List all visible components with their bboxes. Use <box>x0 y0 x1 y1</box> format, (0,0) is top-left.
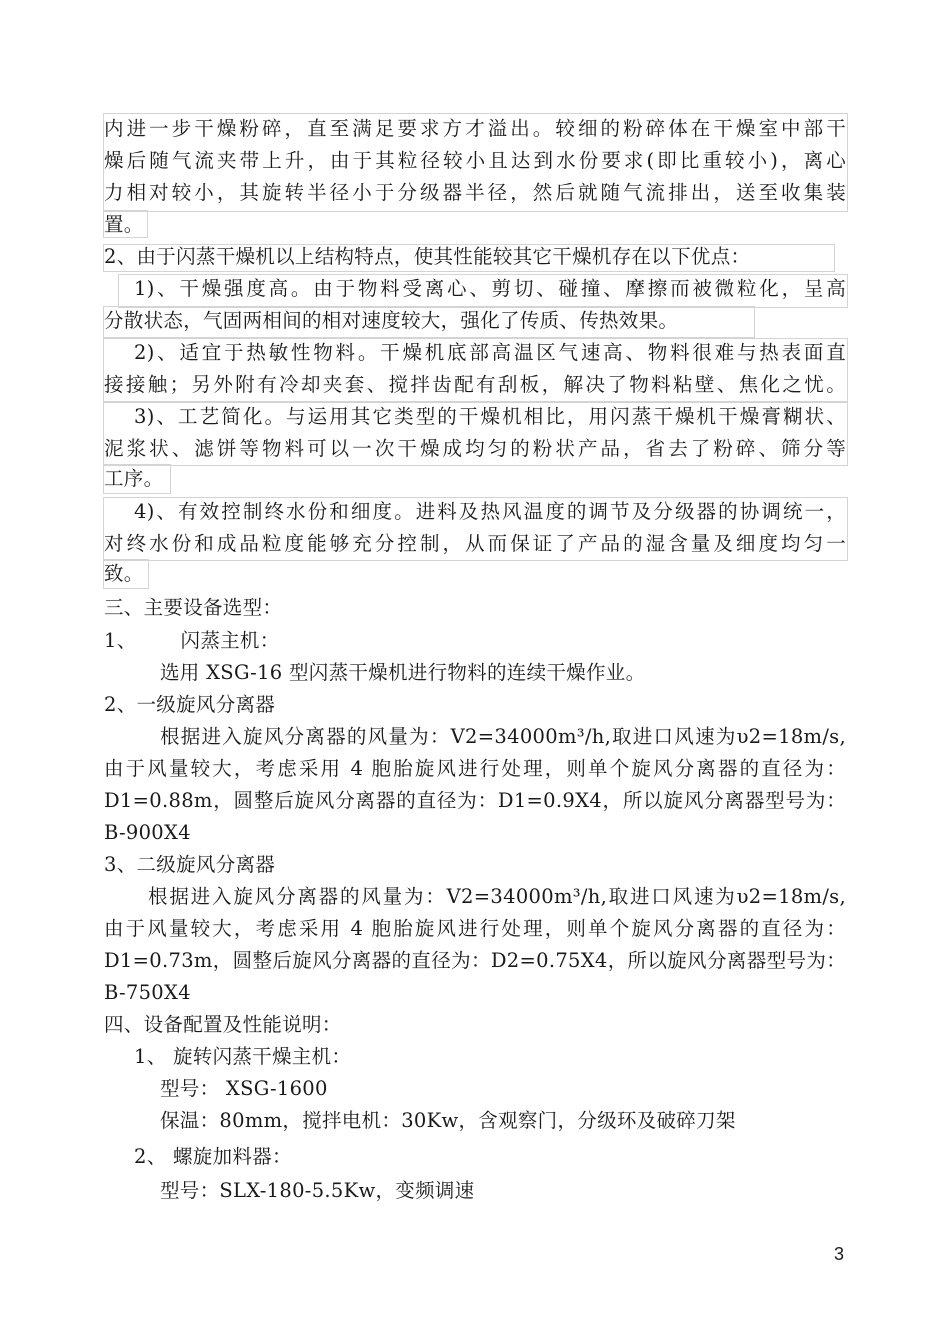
body-text-line: 泥浆状、滤饼等物料可以一次干燥成均匀的粉状产品，省去了粉碎、筛分等 <box>104 437 846 460</box>
page-number: 3 <box>834 1244 845 1264</box>
body-text-line: B-750X4 <box>104 981 191 1004</box>
section-heading: 2、由于闪蒸干燥机以上结构特点，使其性能较其它干燥机存在以下优点： <box>104 245 751 268</box>
body-text-line: B-900X4 <box>104 821 191 844</box>
body-text-line: 根据进入旋风分离器的风量为：V2=34000m³/h,取进口风速为υ2=18m/s, <box>148 885 846 908</box>
advantage-item: 4)、有效控制终水份和细度。进料及热风温度的调节及分级器的协调统一， <box>134 500 846 523</box>
body-text-line: 分散状态，气固两相间的相对速度较大，强化了传质、传热效果。 <box>104 309 679 332</box>
advantage-item: 1)、干燥强度高。由于物料受离心、剪切、碰撞、摩擦而被微粒化，呈高 <box>134 277 846 300</box>
equipment-title: 闪蒸主机： <box>180 629 280 652</box>
advantage-item: 3)、工艺简化。与运用其它类型的干燥机相比，用闪蒸干燥机干燥膏糊状、 <box>134 405 846 428</box>
section-heading: 四、设备配置及性能说明： <box>104 1013 342 1036</box>
config-spec: 保温：80mm，搅拌电机：30Kw，含观察门，分级环及破碎刀架 <box>160 1109 736 1132</box>
body-text-line: 接接触；另外附有冷却夹套、搅拌齿配有刮板，解决了物料粘壁、焦化之忧。 <box>104 373 846 396</box>
equipment-heading <box>104 625 846 657</box>
body-text-line: 内进一步干燥粉碎，直至满足要求方才溢出。较细的粉碎体在干燥室中部干 <box>104 117 846 140</box>
body-text-line: 燥后随气流夹带上升，由于其粒径较小且达到水份要求(即比重较小)，离心 <box>104 149 846 172</box>
body-text-line: D1=0.88m，圆整后旋风分离器的直径为：D1=0.9X4，所以旋风分离器型号为： <box>104 789 846 812</box>
body-text-line: 由于风量较大，考虑采用 4 胞胎旋风进行处理，则单个旋风分离器的直径为： <box>104 757 846 780</box>
config-model: 型号：SLX-180-5.5Kw，变频调速 <box>160 1179 475 1202</box>
body-text-line: 置。 <box>104 213 144 236</box>
body-text-line: 由于风量较大，考虑采用 4 胞胎旋风进行处理，则单个旋风分离器的直径为： <box>104 917 846 940</box>
equipment-number: 1、 <box>104 629 137 652</box>
body-text-line: D1=0.73m，圆整后旋风分离器的直径为：D2=0.75X4，所以旋风分离器型号为： <box>104 949 846 972</box>
body-text-line: 力相对较小，其旋转半径小于分级器半径，然后就随气流排出，送至收集装 <box>104 181 846 204</box>
config-heading: 2、 螺旋加料器： <box>134 1145 292 1168</box>
config-heading: 1、 旋转闪蒸干燥主机： <box>134 1045 352 1068</box>
body-text-line: 根据进入旋风分离器的风量为：V2=34000m³/h,取进口风速为υ2=18m/s, <box>160 725 846 748</box>
body-text-line: 选用 XSG-16 型闪蒸干燥机进行物料的连续干燥作业。 <box>160 661 646 684</box>
config-model: 型号： XSG-1600 <box>160 1077 328 1100</box>
equipment-heading: 3、二级旋风分离器 <box>104 853 276 876</box>
body-text-line: 致。 <box>104 562 144 585</box>
equipment-heading: 2、一级旋风分离器 <box>104 693 276 716</box>
body-text-line: 工序。 <box>104 467 164 490</box>
advantage-item: 2)、适宜于热敏性物料。干燥机底部高温区气速高、物料很难与热表面直 <box>134 341 846 364</box>
body-text-line: 对终水份和成品粒度能够充分控制，从而保证了产品的湿含量及细度均匀一 <box>104 532 846 555</box>
section-heading: 三、主要设备选型： <box>104 596 283 619</box>
